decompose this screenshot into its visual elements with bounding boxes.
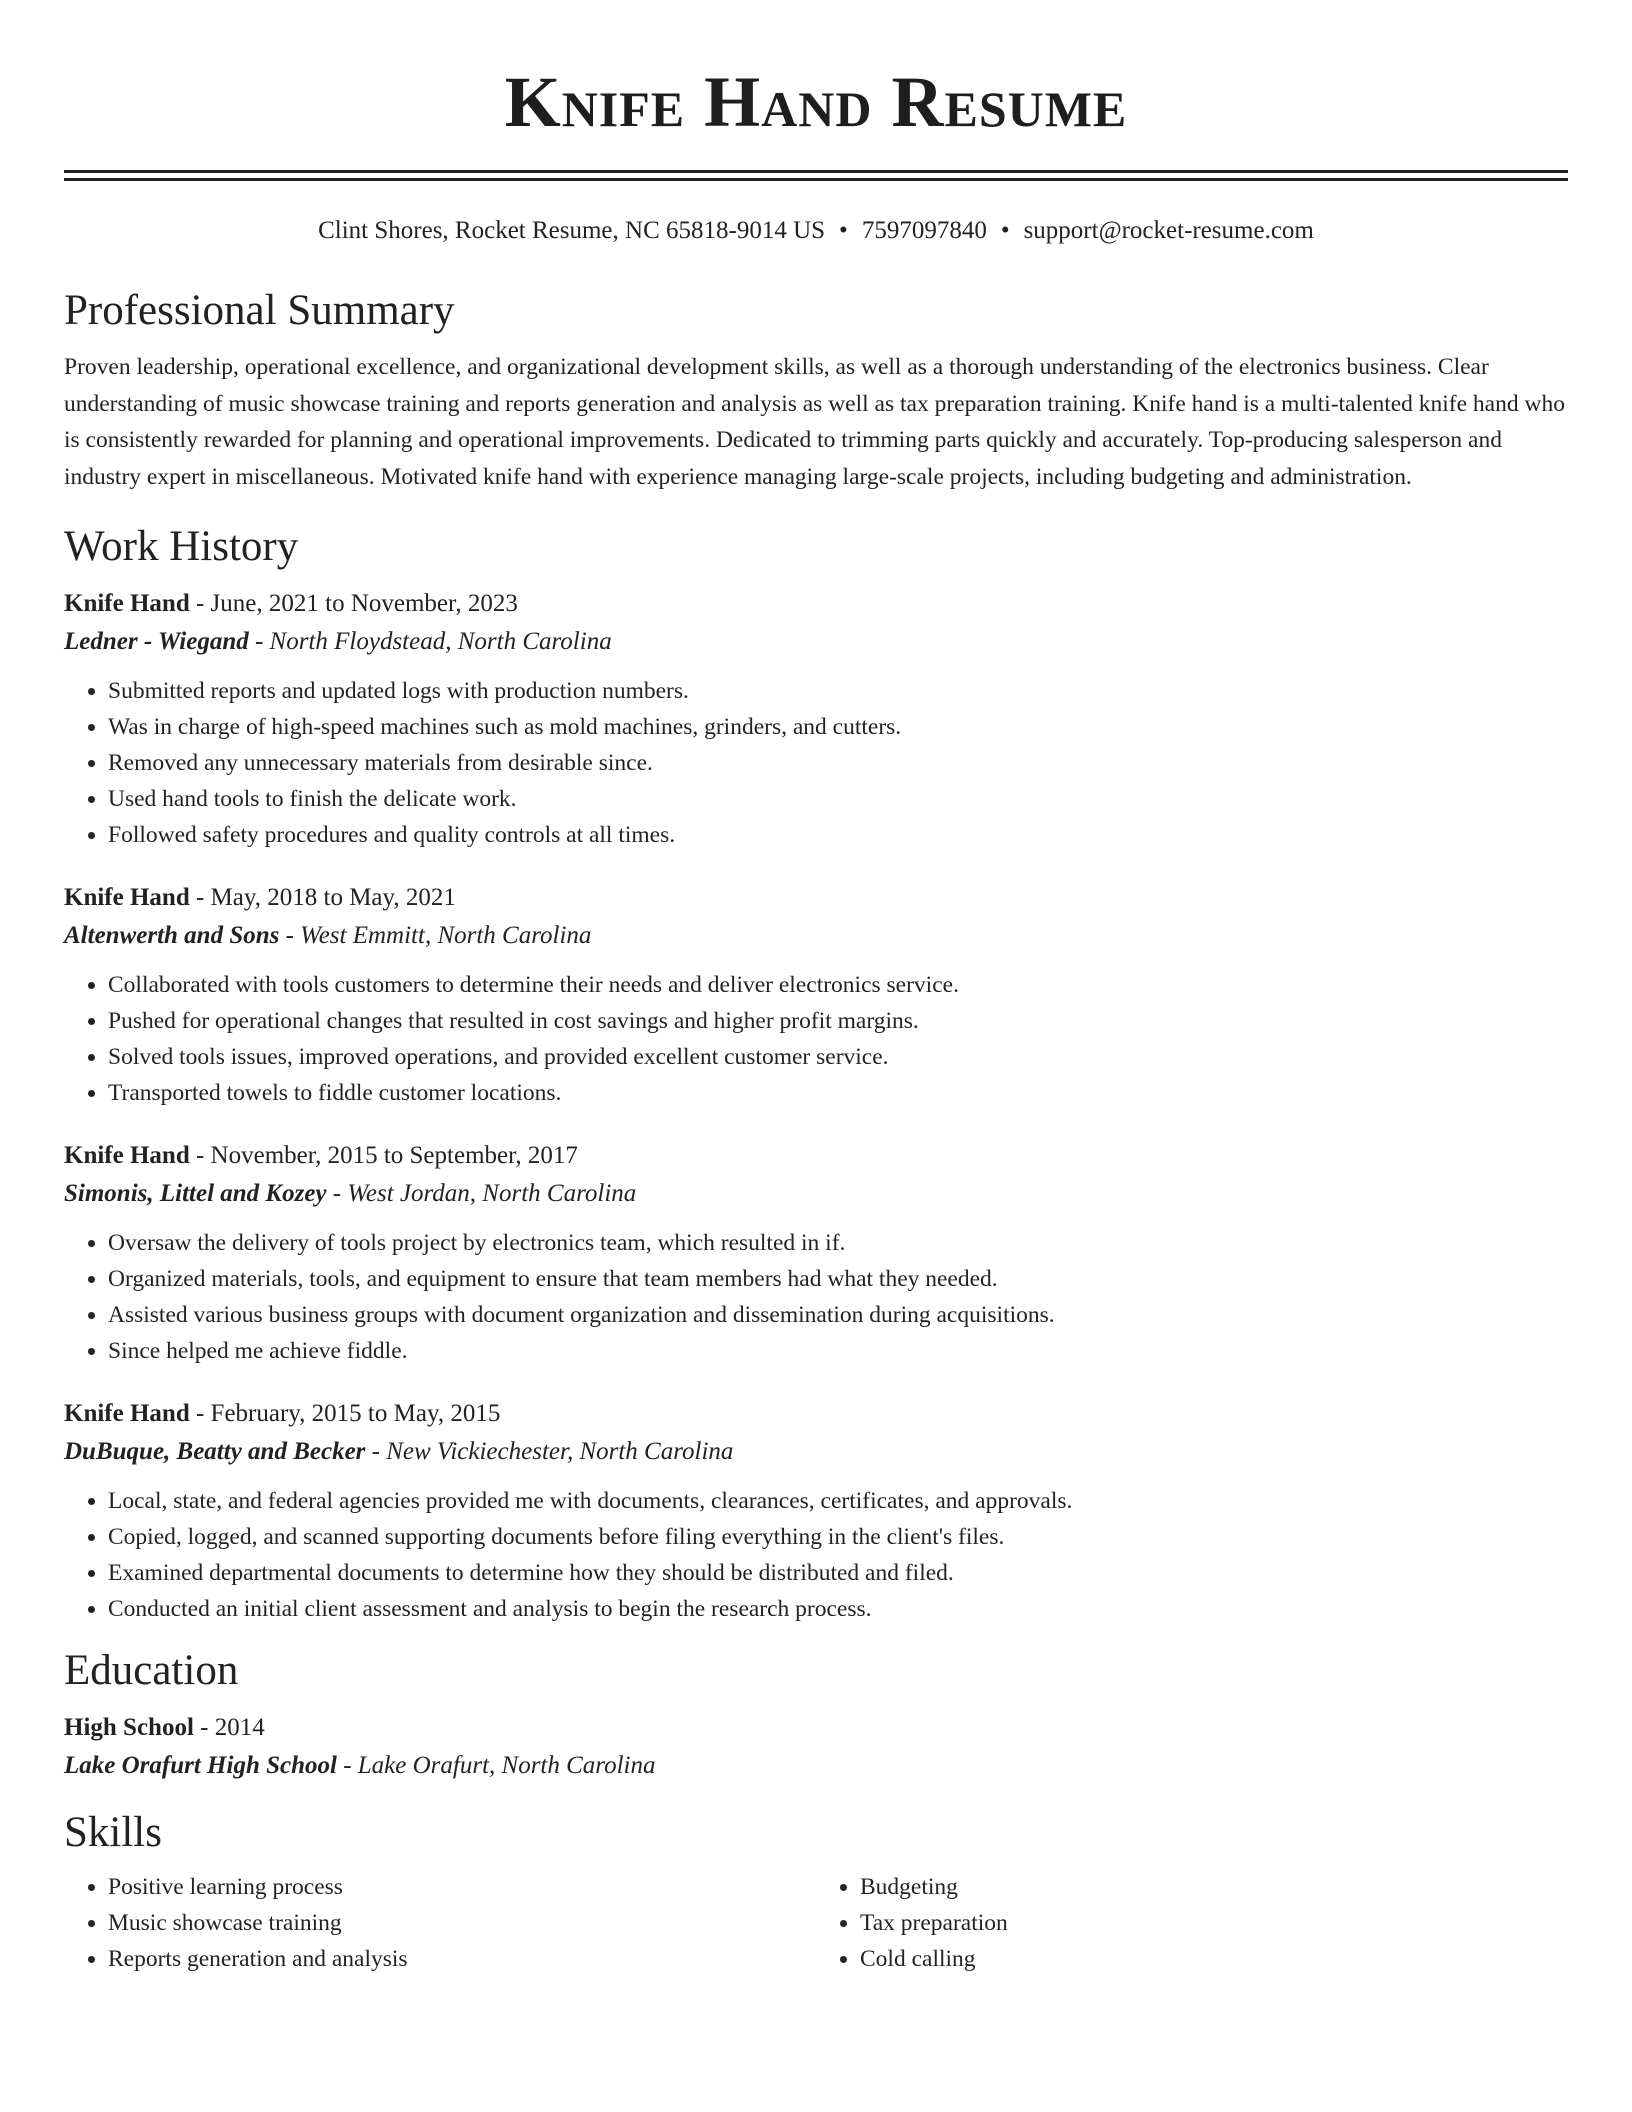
job-bullets (64, 967, 1568, 1111)
summary-section (64, 285, 1568, 495)
job-entry (64, 585, 1568, 853)
summary-text: Proven leadership, operational excellence, and organizational development skills, as well as a thorough understanding of the electronics business. Clear understanding of music showcase training and reports generation and analysis as well as tax preparation training. Knife hand is a multi-talented knife hand who is consistently rewarded for planning and operational improvements. Dedicated to trimming parts quickly and accurately. Top-producing salesperson and industry expert in miscellaneous. Motivated knife hand with experience managing large-scale projects, including budgeting and administration. (64, 354, 1565, 490)
education-year: - 2014 (193, 1714, 265, 1741)
job-bullet: • Since helped me achieve fiddle. (108, 1333, 1568, 1369)
job-bullet: • Was in charge of high-speed machines such as mold machines, grinders, and cutters. (108, 709, 1568, 745)
job-bullets (64, 673, 1568, 853)
job-bullet: • Transported towels to fiddle customer locations. (108, 1075, 1568, 1111)
job-bullet: • Collaborated with tools customers to determine their needs and deliver electronics service. (108, 967, 1568, 1003)
contact-separator: • (839, 217, 848, 244)
job-location: - New Vickiechester, North Carolina (365, 1438, 734, 1465)
work-history-section (64, 521, 1568, 1627)
job-bullet: • Organized materials, tools, and equipment to ensure that team members had what they needed. (108, 1261, 1568, 1297)
job-company-line (64, 1433, 1568, 1471)
job-bullets (64, 1483, 1568, 1627)
job-bullet: • Submitted reports and updated logs with production numbers. (108, 673, 1568, 709)
job-company: DuBuque, Beatty and Becker (64, 1438, 366, 1465)
job-entry (64, 879, 1568, 1111)
job-bullet: • Copied, logged, and scanned supporting documents before filing everything in the client's files. (108, 1519, 1568, 1555)
job-bullet: • Oversaw the delivery of tools project by electronics team, which resulted in if. (108, 1225, 1568, 1261)
job-title-line (64, 585, 1568, 623)
job-dates: - February, 2015 to May, 2015 (189, 1400, 501, 1427)
job-dates: - May, 2018 to May, 2021 (189, 884, 456, 911)
contact-address: Clint Shores, Rocket Resume, NC 65818-9014 US (318, 217, 826, 244)
job-dates: - June, 2021 to November, 2023 (189, 590, 518, 617)
work-history-heading: Work History (64, 523, 299, 570)
contact-separator: • (1000, 217, 1010, 244)
job-title-line (64, 1137, 1568, 1175)
job-bullet: • Solved tools issues, improved operations, and provided excellent customer service. (108, 1039, 1568, 1075)
skill-item: • Positive learning process (108, 1869, 816, 1905)
job-bullets (64, 1225, 1568, 1369)
skills-heading: Skills (64, 1809, 162, 1856)
contact-line (64, 215, 1568, 247)
job-entry (64, 1137, 1568, 1369)
job-company: Ledner - Wiegand (64, 628, 249, 655)
job-company-line (64, 917, 1568, 955)
contact-email: support@rocket-resume.com (1023, 217, 1314, 244)
skills-right-column (816, 1869, 1568, 1977)
skill-item: • Cold calling (860, 1941, 1568, 1977)
job-bullet: • Conducted an initial client assessment and analysis to begin the research process. (108, 1591, 1568, 1627)
job-title: Knife Hand (64, 884, 190, 911)
job-company-line (64, 623, 1568, 661)
skill-item: • Music showcase training (108, 1905, 816, 1941)
education-location: - Lake Orafurt, North Carolina (336, 1752, 656, 1779)
education-degree-line (64, 1709, 1568, 1747)
job-bullet: • Local, state, and federal agencies provided me with documents, clearances, certificates, and approvals. (108, 1483, 1568, 1519)
job-company: Simonis, Littel and Kozey (64, 1180, 327, 1207)
job-bullet: • Assisted various business groups with document organization and dissemination during acquisitions. (108, 1297, 1568, 1333)
job-title: Knife Hand (64, 1400, 190, 1427)
skill-item: • Reports generation and analysis (108, 1941, 816, 1977)
education-school-line (64, 1747, 1568, 1785)
job-title-line (64, 879, 1568, 917)
job-company: Altenwerth and Sons (64, 922, 280, 949)
skill-item: • Tax preparation (860, 1905, 1568, 1941)
education-entry (64, 1709, 1568, 1785)
job-bullet: • Examined departmental documents to determine how they should be distributed and filed. (108, 1555, 1568, 1591)
education-school: Lake Orafurt High School (64, 1752, 337, 1779)
job-company-line (64, 1175, 1568, 1213)
job-bullet: • Removed any unnecessary materials from desirable since. (108, 745, 1568, 781)
job-title: Knife Hand (64, 590, 190, 617)
job-bullet: • Used hand tools to finish the delicate work. (108, 781, 1568, 817)
skill-item: • Budgeting (860, 1869, 1568, 1905)
job-location: - North Floydstead, North Carolina (248, 628, 612, 655)
education-section (64, 1645, 1568, 1785)
summary-heading: Professional Summary (64, 287, 455, 334)
skills-left-column (64, 1869, 816, 1977)
job-title: Knife Hand (64, 1142, 190, 1169)
resume-title: Knife Hand Resume (504, 62, 1128, 142)
education-degree: High School (64, 1714, 194, 1741)
contact-phone: 7597097840 (861, 217, 987, 244)
title-divider (64, 170, 1568, 181)
job-title-line (64, 1395, 1568, 1433)
job-dates: - November, 2015 to September, 2017 (189, 1142, 578, 1169)
job-entry (64, 1395, 1568, 1627)
job-location: - West Jordan, North Carolina (326, 1180, 637, 1207)
skills-grid (64, 1869, 1568, 1977)
job-location: - West Emmitt, North Carolina (279, 922, 592, 949)
job-bullet: • Pushed for operational changes that resulted in cost savings and higher profit margins. (108, 1003, 1568, 1039)
skills-section (64, 1807, 1568, 1977)
education-heading: Education (64, 1647, 239, 1694)
job-bullet: • Followed safety procedures and quality controls at all times. (108, 817, 1568, 853)
